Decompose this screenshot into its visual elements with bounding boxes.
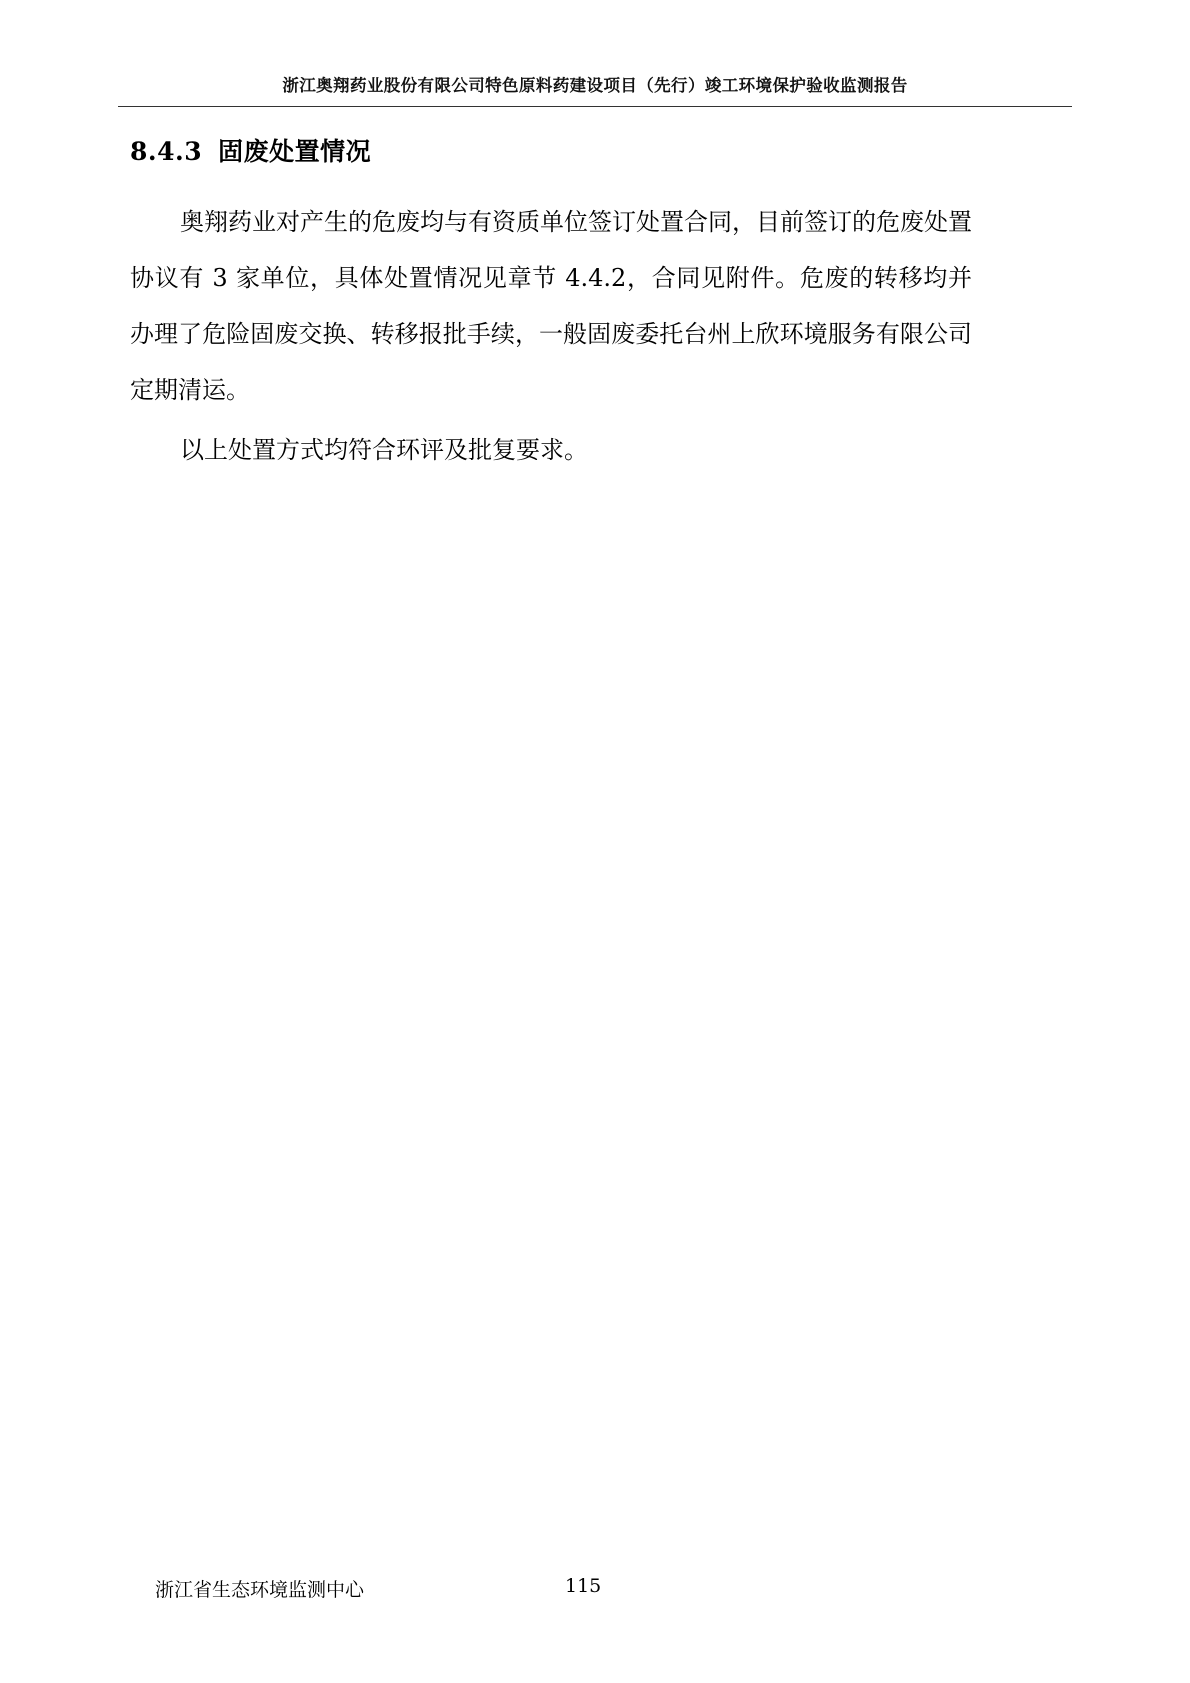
page-header: [118, 72, 1072, 107]
paragraph-2: 以上处置方式均符合环评及批复要求。: [180, 436, 588, 464]
header-divider: [118, 106, 1072, 107]
running-title: 浙江奥翔药业股份有限公司特色原料药建设项目（先行）竣工环境保护验收监测报告: [282, 76, 908, 95]
page-footer: [155, 1575, 1035, 1605]
section-heading: [130, 132, 972, 168]
section-title: 固废处置情况: [218, 137, 372, 166]
section-number: 8.4.3: [130, 137, 203, 166]
paragraph-1: 奥翔药业对产生的危废均与有资质单位签订处置合同，目前签订的危废处置协议有 3 家单位，具体处置情况见章节 4.4.2，合同见附件。危废的转移均并办理了危险固废交换、转移报批手续，一般固废委托台州上欣环境服务有限公司定期清运。: [130, 208, 972, 404]
footer-organization: 浙江省生态环境监测中心: [155, 1579, 365, 1601]
footer-page-number: 115: [565, 1575, 602, 1597]
page-content: [130, 132, 972, 482]
